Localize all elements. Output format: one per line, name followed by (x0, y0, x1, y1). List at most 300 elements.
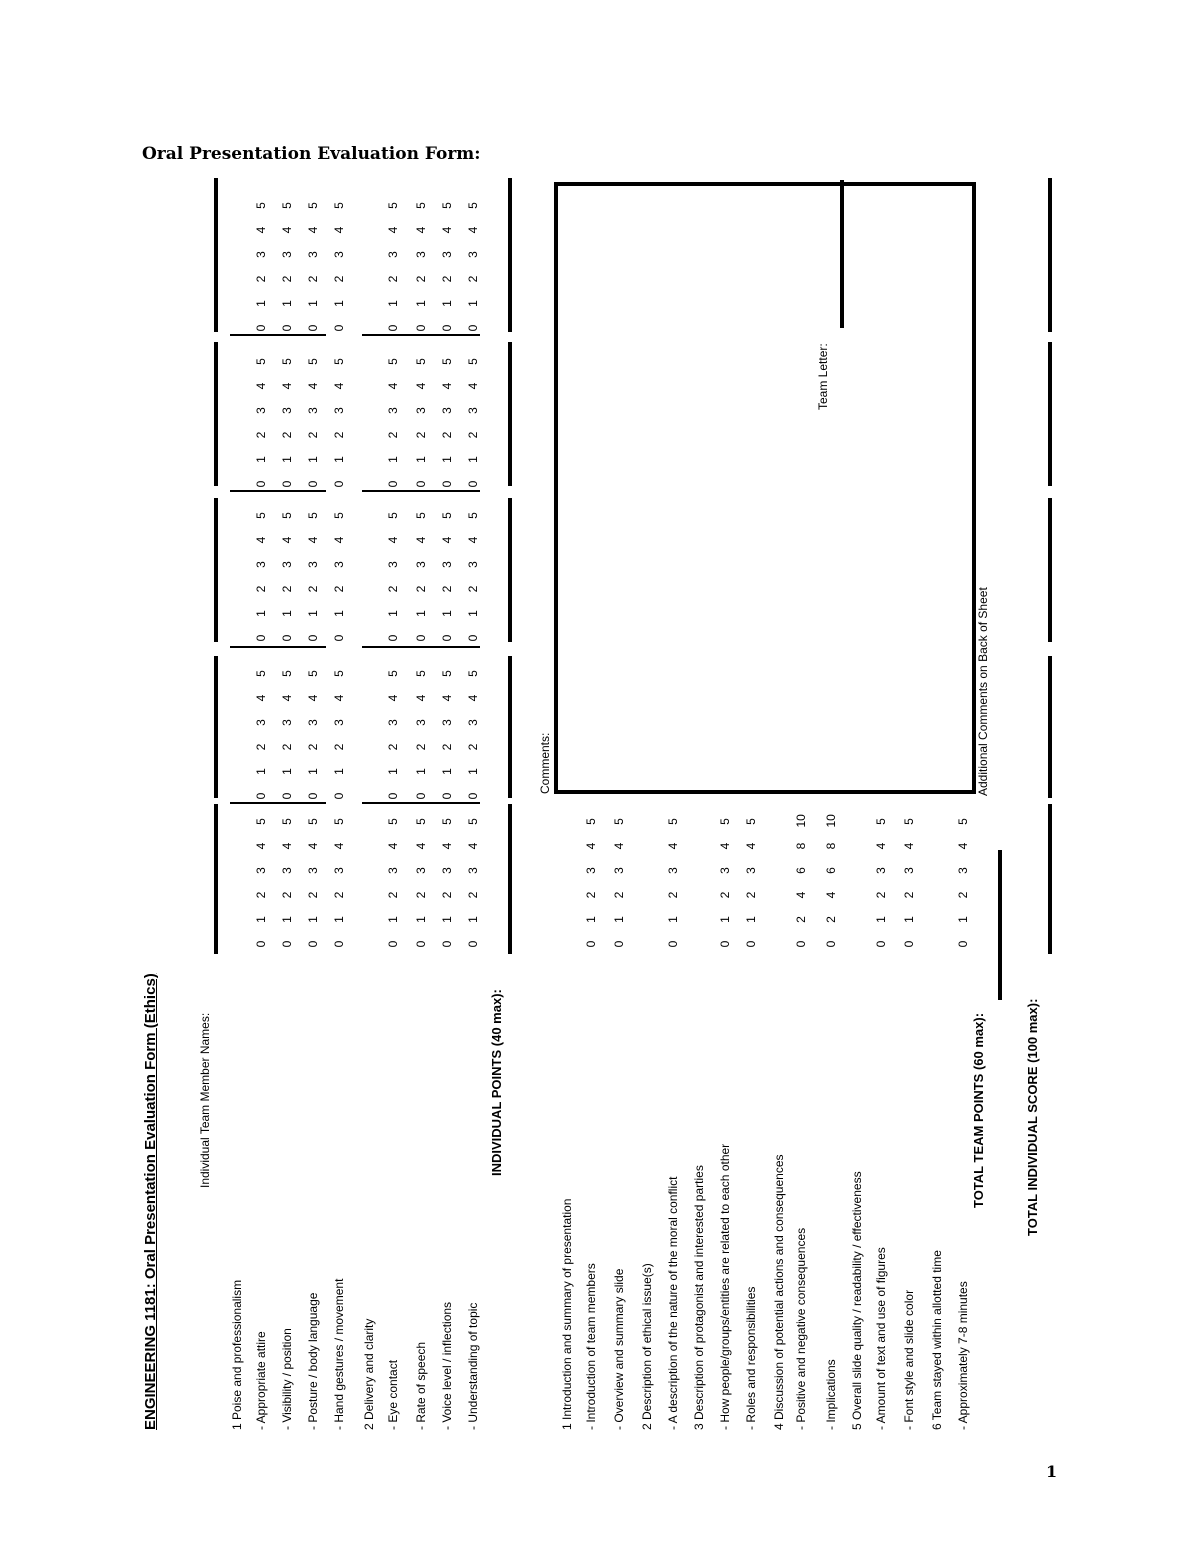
individual-criterion-scale-value[interactable]: 0 (332, 940, 346, 948)
individual-criterion-scale-value[interactable]: 1 (386, 916, 400, 923)
individual-criterion-scale-value[interactable]: 1 (332, 916, 346, 923)
member-4-scale-value[interactable]: 4 (386, 382, 400, 390)
team-criterion-scale-value[interactable]: 2 (956, 891, 970, 899)
member-4-scale-value[interactable]: 5 (466, 358, 480, 365)
member-2-scale-value[interactable]: 5 (414, 670, 428, 677)
member-3-scale-value[interactable]: 2 (280, 585, 294, 593)
member-4-scale-value[interactable]: 0 (440, 480, 454, 488)
individual-criterion-scale-value[interactable]: 1 (466, 916, 480, 923)
member-5-scale-value[interactable]: 4 (466, 226, 480, 234)
member-5-scale-value[interactable]: 1 (414, 300, 428, 307)
member-4-scale-value[interactable]: 3 (306, 407, 320, 414)
member-5-scale-value[interactable]: 3 (280, 251, 294, 258)
individual-criterion-scale-value[interactable]: 2 (254, 891, 268, 899)
member-5-scale-value[interactable]: 2 (332, 275, 346, 283)
member-4-scale-value[interactable]: 0 (466, 480, 480, 488)
member-5-scale-value[interactable]: 0 (280, 324, 294, 332)
member-5-scale-value[interactable]: 5 (254, 202, 268, 209)
team-criterion-scale-value[interactable]: 4 (794, 891, 808, 899)
member-2-scale-value[interactable]: 3 (386, 719, 400, 726)
member-4-scale-value[interactable]: 2 (306, 431, 320, 439)
member-5-scale-value[interactable]: 2 (440, 275, 454, 283)
member-5-scale-value[interactable]: 3 (414, 251, 428, 258)
individual-criterion-scale-value[interactable]: 5 (306, 818, 320, 825)
team-criterion-scale-value[interactable]: 3 (666, 867, 680, 874)
member-4-scale-value[interactable]: 3 (280, 407, 294, 414)
team-criterion-scale-value[interactable]: 6 (794, 867, 808, 874)
individual-criterion-scale-value[interactable]: 4 (386, 842, 400, 850)
member-3-scale-value[interactable]: 3 (306, 561, 320, 568)
team-criterion-scale-value[interactable]: 1 (612, 916, 626, 923)
individual-criterion-scale-value[interactable]: 0 (414, 940, 428, 948)
member-3-scale-value[interactable]: 5 (332, 512, 346, 519)
member-4-scale-value[interactable]: 2 (280, 431, 294, 439)
member-4-scale-value[interactable]: 1 (306, 456, 320, 463)
team-criterion-scale-value[interactable]: 2 (718, 891, 732, 899)
member-3-scale-value[interactable]: 0 (254, 634, 268, 642)
team-criterion-scale-value[interactable]: 2 (902, 891, 916, 899)
team-criterion-scale-value[interactable]: 4 (874, 842, 888, 850)
member-3-scale-value[interactable]: 0 (306, 634, 320, 642)
member-5-scale-value[interactable]: 2 (280, 275, 294, 283)
member-2-scale-value[interactable]: 2 (440, 743, 454, 751)
team-criterion-scale-value[interactable]: 1 (584, 916, 598, 923)
member-4-scale-value[interactable]: 4 (280, 382, 294, 390)
member-4-scale-value[interactable]: 4 (466, 382, 480, 390)
member-2-scale-value[interactable]: 2 (386, 743, 400, 751)
member-4-scale-value[interactable]: 4 (306, 382, 320, 390)
member-3-scale-value[interactable]: 3 (332, 561, 346, 568)
individual-criterion-scale-value[interactable]: 1 (414, 916, 428, 923)
team-criterion-scale-value[interactable]: 1 (718, 916, 732, 923)
member-5-scale-value[interactable]: 4 (254, 226, 268, 234)
member-2-scale-value[interactable]: 1 (440, 768, 454, 775)
individual-criterion-scale-value[interactable]: 1 (280, 916, 294, 923)
member-3-scale-value[interactable]: 4 (414, 536, 428, 544)
individual-criterion-scale-value[interactable]: 3 (440, 867, 454, 874)
team-criterion-scale-value[interactable]: 2 (824, 916, 838, 923)
member-2-scale-value[interactable]: 3 (254, 719, 268, 726)
member-5-scale-value[interactable]: 4 (280, 226, 294, 234)
team-criterion-scale-value[interactable]: 4 (956, 842, 970, 850)
individual-criterion-scale-value[interactable]: 4 (280, 842, 294, 850)
member-2-scale-value[interactable]: 0 (332, 792, 346, 800)
member-3-scale-value[interactable]: 0 (386, 634, 400, 642)
member-4-scale-value[interactable]: 3 (440, 407, 454, 414)
team-criterion-scale-value[interactable]: 3 (718, 867, 732, 874)
team-criterion-scale-value[interactable]: 3 (874, 867, 888, 874)
member-5-scale-value[interactable]: 3 (332, 251, 346, 258)
individual-criterion-scale-value[interactable]: 0 (254, 940, 268, 948)
member-2-scale-value[interactable]: 5 (306, 670, 320, 677)
member-3-scale-value[interactable]: 0 (414, 634, 428, 642)
individual-criterion-scale-value[interactable]: 4 (440, 842, 454, 850)
team-criterion-scale-value[interactable]: 5 (744, 818, 758, 825)
team-criterion-scale-value[interactable]: 5 (584, 818, 598, 825)
individual-criterion-scale-value[interactable]: 2 (332, 891, 346, 899)
member-2-scale-value[interactable]: 5 (280, 670, 294, 677)
member-5-scale-value[interactable]: 0 (414, 324, 428, 332)
member-5-scale-value[interactable]: 5 (414, 202, 428, 209)
member-4-scale-value[interactable]: 3 (466, 407, 480, 414)
member-4-scale-value[interactable]: 2 (440, 431, 454, 439)
member-4-scale-value[interactable]: 1 (466, 456, 480, 463)
member-5-scale-value[interactable]: 0 (466, 324, 480, 332)
team-criterion-scale-value[interactable]: 1 (874, 916, 888, 923)
individual-criterion-scale-value[interactable]: 4 (254, 842, 268, 850)
team-criterion-scale-value[interactable]: 5 (666, 818, 680, 825)
individual-criterion-scale-value[interactable]: 3 (386, 867, 400, 874)
member-3-scale-value[interactable]: 5 (386, 512, 400, 519)
member-4-scale-value[interactable]: 2 (386, 431, 400, 439)
member-4-scale-value[interactable]: 2 (254, 431, 268, 439)
team-criterion-scale-value[interactable]: 4 (718, 842, 732, 850)
member-3-scale-value[interactable]: 5 (466, 512, 480, 519)
team-criterion-scale-value[interactable]: 4 (902, 842, 916, 850)
member-5-scale-value[interactable]: 1 (306, 300, 320, 307)
member-2-scale-value[interactable]: 1 (466, 768, 480, 775)
member-4-scale-value[interactable]: 1 (414, 456, 428, 463)
member-5-scale-value[interactable]: 2 (414, 275, 428, 283)
member-5-scale-value[interactable]: 2 (466, 275, 480, 283)
member-3-scale-value[interactable]: 2 (332, 585, 346, 593)
member-3-scale-value[interactable]: 5 (280, 512, 294, 519)
member-5-scale-value[interactable]: 4 (306, 226, 320, 234)
member-5-scale-value[interactable]: 3 (440, 251, 454, 258)
individual-criterion-scale-value[interactable]: 4 (466, 842, 480, 850)
member-2-scale-value[interactable]: 0 (440, 792, 454, 800)
member-2-scale-value[interactable]: 1 (386, 768, 400, 775)
individual-criterion-scale-value[interactable]: 2 (280, 891, 294, 899)
member-2-scale-value[interactable]: 5 (254, 670, 268, 677)
member-4-scale-value[interactable]: 5 (280, 358, 294, 365)
team-criterion-scale-value[interactable]: 3 (612, 867, 626, 874)
member-2-scale-value[interactable]: 5 (332, 670, 346, 677)
team-criterion-scale-value[interactable]: 5 (612, 818, 626, 825)
team-criterion-scale-value[interactable]: 0 (874, 940, 888, 948)
member-2-scale-value[interactable]: 1 (332, 768, 346, 775)
individual-criterion-scale-value[interactable]: 2 (466, 891, 480, 899)
member-2-scale-value[interactable]: 5 (386, 670, 400, 677)
member-4-scale-value[interactable]: 1 (386, 456, 400, 463)
individual-criterion-scale-value[interactable]: 0 (306, 940, 320, 948)
member-4-scale-value[interactable]: 2 (414, 431, 428, 439)
member-3-scale-value[interactable]: 1 (414, 610, 428, 617)
team-criterion-scale-value[interactable]: 1 (744, 916, 758, 923)
member-4-scale-value[interactable]: 0 (306, 480, 320, 488)
member-5-scale-value[interactable]: 4 (332, 226, 346, 234)
member-2-scale-value[interactable]: 4 (440, 694, 454, 702)
member-2-scale-value[interactable]: 0 (280, 792, 294, 800)
member-2-scale-value[interactable]: 5 (440, 670, 454, 677)
member-4-scale-value[interactable]: 0 (414, 480, 428, 488)
member-4-scale-value[interactable]: 4 (414, 382, 428, 390)
member-2-scale-value[interactable]: 4 (414, 694, 428, 702)
member-2-scale-value[interactable]: 2 (414, 743, 428, 751)
member-3-scale-value[interactable]: 4 (306, 536, 320, 544)
member-5-scale-value[interactable]: 1 (280, 300, 294, 307)
member-3-scale-value[interactable]: 2 (440, 585, 454, 593)
member-4-scale-value[interactable]: 2 (332, 431, 346, 439)
member-4-scale-value[interactable]: 1 (280, 456, 294, 463)
individual-criterion-scale-value[interactable]: 4 (332, 842, 346, 850)
team-criterion-scale-value[interactable]: 2 (584, 891, 598, 899)
member-2-scale-value[interactable]: 2 (254, 743, 268, 751)
member-4-scale-value[interactable]: 0 (254, 480, 268, 488)
member-5-scale-value[interactable]: 1 (466, 300, 480, 307)
member-5-scale-value[interactable]: 2 (254, 275, 268, 283)
member-2-scale-value[interactable]: 4 (254, 694, 268, 702)
member-3-scale-value[interactable]: 0 (332, 634, 346, 642)
member-3-scale-value[interactable]: 4 (386, 536, 400, 544)
member-2-scale-value[interactable]: 0 (466, 792, 480, 800)
member-2-scale-value[interactable]: 0 (306, 792, 320, 800)
member-4-scale-value[interactable]: 5 (332, 358, 346, 365)
team-criterion-scale-value[interactable]: 4 (584, 842, 598, 850)
member-4-scale-value[interactable]: 4 (332, 382, 346, 390)
member-4-scale-value[interactable]: 5 (414, 358, 428, 365)
member-3-scale-value[interactable]: 4 (254, 536, 268, 544)
team-criterion-scale-value[interactable]: 0 (824, 940, 838, 948)
member-4-scale-value[interactable]: 4 (254, 382, 268, 390)
individual-criterion-scale-value[interactable]: 3 (414, 867, 428, 874)
member-3-scale-value[interactable]: 1 (306, 610, 320, 617)
individual-criterion-scale-value[interactable]: 0 (466, 940, 480, 948)
member-5-scale-value[interactable]: 5 (386, 202, 400, 209)
member-3-scale-value[interactable]: 4 (280, 536, 294, 544)
team-criterion-scale-value[interactable]: 1 (666, 916, 680, 923)
team-criterion-scale-value[interactable]: 8 (794, 842, 808, 850)
team-criterion-scale-value[interactable]: 2 (794, 916, 808, 923)
member-3-scale-value[interactable]: 0 (466, 634, 480, 642)
member-5-scale-value[interactable]: 0 (306, 324, 320, 332)
member-2-scale-value[interactable]: 4 (280, 694, 294, 702)
individual-criterion-scale-value[interactable]: 5 (440, 818, 454, 825)
member-3-scale-value[interactable]: 5 (306, 512, 320, 519)
member-2-scale-value[interactable]: 2 (466, 743, 480, 751)
member-4-scale-value[interactable]: 1 (332, 456, 346, 463)
member-4-scale-value[interactable]: 5 (386, 358, 400, 365)
member-3-scale-value[interactable]: 3 (414, 561, 428, 568)
team-criterion-scale-value[interactable]: 1 (902, 916, 916, 923)
team-criterion-scale-value[interactable]: 0 (744, 940, 758, 948)
team-criterion-scale-value[interactable]: 2 (874, 891, 888, 899)
member-4-scale-value[interactable]: 1 (440, 456, 454, 463)
team-criterion-scale-value[interactable]: 10 (824, 814, 838, 828)
member-3-scale-value[interactable]: 5 (414, 512, 428, 519)
member-3-scale-value[interactable]: 0 (280, 634, 294, 642)
team-criterion-scale-value[interactable]: 0 (612, 940, 626, 948)
team-criterion-scale-value[interactable]: 6 (824, 867, 838, 874)
member-5-scale-value[interactable]: 1 (440, 300, 454, 307)
member-5-scale-value[interactable]: 2 (306, 275, 320, 283)
member-5-scale-value[interactable]: 1 (254, 300, 268, 307)
member-2-scale-value[interactable]: 3 (414, 719, 428, 726)
individual-criterion-scale-value[interactable]: 2 (414, 891, 428, 899)
member-3-scale-value[interactable]: 4 (466, 536, 480, 544)
member-3-scale-value[interactable]: 5 (254, 512, 268, 519)
team-criterion-scale-value[interactable]: 2 (666, 891, 680, 899)
member-3-scale-value[interactable]: 1 (280, 610, 294, 617)
member-2-scale-value[interactable]: 3 (332, 719, 346, 726)
team-criterion-scale-value[interactable]: 0 (666, 940, 680, 948)
individual-criterion-scale-value[interactable]: 2 (306, 891, 320, 899)
member-2-scale-value[interactable]: 3 (280, 719, 294, 726)
member-4-scale-value[interactable]: 0 (280, 480, 294, 488)
member-4-scale-value[interactable]: 1 (254, 456, 268, 463)
member-3-scale-value[interactable]: 3 (440, 561, 454, 568)
member-2-scale-value[interactable]: 4 (466, 694, 480, 702)
team-criterion-scale-value[interactable]: 8 (824, 842, 838, 850)
team-criterion-scale-value[interactable]: 4 (824, 891, 838, 899)
member-2-scale-value[interactable]: 0 (386, 792, 400, 800)
individual-criterion-scale-value[interactable]: 3 (332, 867, 346, 874)
member-2-scale-value[interactable]: 1 (414, 768, 428, 775)
member-5-scale-value[interactable]: 5 (440, 202, 454, 209)
member-3-scale-value[interactable]: 3 (466, 561, 480, 568)
team-criterion-scale-value[interactable]: 3 (744, 867, 758, 874)
member-5-scale-value[interactable]: 5 (306, 202, 320, 209)
member-5-scale-value[interactable]: 0 (254, 324, 268, 332)
member-5-scale-value[interactable]: 4 (414, 226, 428, 234)
member-4-scale-value[interactable]: 3 (386, 407, 400, 414)
individual-criterion-scale-value[interactable]: 3 (254, 867, 268, 874)
individual-criterion-scale-value[interactable]: 3 (466, 867, 480, 874)
member-2-scale-value[interactable]: 1 (306, 768, 320, 775)
member-2-scale-value[interactable]: 3 (306, 719, 320, 726)
member-2-scale-value[interactable]: 3 (440, 719, 454, 726)
member-4-scale-value[interactable]: 3 (254, 407, 268, 414)
member-2-scale-value[interactable]: 0 (414, 792, 428, 800)
individual-criterion-scale-value[interactable]: 5 (414, 818, 428, 825)
member-5-scale-value[interactable]: 1 (332, 300, 346, 307)
comments-box[interactable] (554, 182, 976, 794)
member-5-scale-value[interactable]: 0 (440, 324, 454, 332)
team-criterion-scale-value[interactable]: 10 (794, 814, 808, 828)
member-2-scale-value[interactable]: 4 (332, 694, 346, 702)
member-4-scale-value[interactable]: 5 (254, 358, 268, 365)
team-criterion-scale-value[interactable]: 1 (956, 916, 970, 923)
team-criterion-scale-value[interactable]: 4 (744, 842, 758, 850)
member-3-scale-value[interactable]: 1 (332, 610, 346, 617)
member-2-scale-value[interactable]: 5 (466, 670, 480, 677)
member-3-scale-value[interactable]: 2 (254, 585, 268, 593)
member-5-scale-value[interactable]: 5 (332, 202, 346, 209)
member-4-scale-value[interactable]: 0 (386, 480, 400, 488)
member-4-scale-value[interactable]: 0 (332, 480, 346, 488)
member-3-scale-value[interactable]: 5 (440, 512, 454, 519)
team-criterion-scale-value[interactable]: 5 (874, 818, 888, 825)
individual-criterion-scale-value[interactable]: 1 (306, 916, 320, 923)
individual-criterion-scale-value[interactable]: 5 (386, 818, 400, 825)
member-4-scale-value[interactable]: 5 (440, 358, 454, 365)
individual-criterion-scale-value[interactable]: 5 (332, 818, 346, 825)
member-3-scale-value[interactable]: 1 (466, 610, 480, 617)
member-3-scale-value[interactable]: 2 (306, 585, 320, 593)
team-criterion-scale-value[interactable]: 0 (584, 940, 598, 948)
individual-criterion-scale-value[interactable]: 2 (440, 891, 454, 899)
individual-criterion-scale-value[interactable]: 5 (280, 818, 294, 825)
team-criterion-scale-value[interactable]: 4 (612, 842, 626, 850)
individual-criterion-scale-value[interactable]: 0 (440, 940, 454, 948)
member-5-scale-value[interactable]: 3 (306, 251, 320, 258)
member-5-scale-value[interactable]: 4 (440, 226, 454, 234)
member-3-scale-value[interactable]: 1 (254, 610, 268, 617)
member-5-scale-value[interactable]: 3 (386, 251, 400, 258)
member-5-scale-value[interactable]: 1 (386, 300, 400, 307)
member-2-scale-value[interactable]: 1 (280, 768, 294, 775)
member-3-scale-value[interactable]: 3 (386, 561, 400, 568)
member-3-scale-value[interactable]: 1 (440, 610, 454, 617)
team-criterion-scale-value[interactable]: 4 (666, 842, 680, 850)
member-5-scale-value[interactable]: 5 (280, 202, 294, 209)
team-criterion-scale-value[interactable]: 5 (718, 818, 732, 825)
individual-criterion-scale-value[interactable]: 0 (280, 940, 294, 948)
member-3-scale-value[interactable]: 2 (414, 585, 428, 593)
member-5-scale-value[interactable]: 0 (332, 324, 346, 332)
individual-criterion-scale-value[interactable]: 1 (254, 916, 268, 923)
individual-criterion-scale-value[interactable]: 3 (306, 867, 320, 874)
individual-criterion-scale-value[interactable]: 0 (386, 940, 400, 948)
team-criterion-scale-value[interactable]: 2 (612, 891, 626, 899)
member-2-scale-value[interactable]: 2 (306, 743, 320, 751)
member-2-scale-value[interactable]: 4 (386, 694, 400, 702)
member-4-scale-value[interactable]: 5 (306, 358, 320, 365)
team-criterion-scale-value[interactable]: 0 (718, 940, 732, 948)
member-4-scale-value[interactable]: 3 (332, 407, 346, 414)
team-criterion-scale-value[interactable]: 3 (584, 867, 598, 874)
member-5-scale-value[interactable]: 4 (386, 226, 400, 234)
member-3-scale-value[interactable]: 4 (332, 536, 346, 544)
individual-criterion-scale-value[interactable]: 4 (306, 842, 320, 850)
individual-criterion-scale-value[interactable]: 5 (254, 818, 268, 825)
member-3-scale-value[interactable]: 3 (280, 561, 294, 568)
member-2-scale-value[interactable]: 3 (466, 719, 480, 726)
member-3-scale-value[interactable]: 1 (386, 610, 400, 617)
team-criterion-scale-value[interactable]: 5 (902, 818, 916, 825)
member-5-scale-value[interactable]: 3 (466, 251, 480, 258)
member-2-scale-value[interactable]: 2 (332, 743, 346, 751)
member-4-scale-value[interactable]: 3 (414, 407, 428, 414)
member-5-scale-value[interactable]: 2 (386, 275, 400, 283)
member-3-scale-value[interactable]: 3 (254, 561, 268, 568)
member-3-scale-value[interactable]: 2 (466, 585, 480, 593)
individual-criterion-scale-value[interactable]: 5 (466, 818, 480, 825)
member-4-scale-value[interactable]: 4 (440, 382, 454, 390)
member-3-scale-value[interactable]: 2 (386, 585, 400, 593)
member-3-scale-value[interactable]: 4 (440, 536, 454, 544)
member-2-scale-value[interactable]: 4 (306, 694, 320, 702)
individual-criterion-scale-value[interactable]: 2 (386, 891, 400, 899)
individual-criterion-scale-value[interactable]: 1 (440, 916, 454, 923)
member-5-scale-value[interactable]: 5 (466, 202, 480, 209)
member-2-scale-value[interactable]: 0 (254, 792, 268, 800)
member-5-scale-value[interactable]: 0 (386, 324, 400, 332)
member-5-scale-value[interactable]: 3 (254, 251, 268, 258)
team-criterion-scale-value[interactable]: 0 (794, 940, 808, 948)
member-2-scale-value[interactable]: 2 (280, 743, 294, 751)
team-criterion-scale-value[interactable]: 3 (956, 867, 970, 874)
team-criterion-scale-value[interactable]: 3 (902, 867, 916, 874)
member-3-scale-value[interactable]: 0 (440, 634, 454, 642)
team-criterion-scale-value[interactable]: 0 (902, 940, 916, 948)
team-criterion-scale-value[interactable]: 5 (956, 818, 970, 825)
team-criterion-scale-value[interactable]: 0 (956, 940, 970, 948)
individual-criterion-scale-value[interactable]: 4 (414, 842, 428, 850)
individual-criterion-scale-value[interactable]: 3 (280, 867, 294, 874)
member-2-scale-value[interactable]: 1 (254, 768, 268, 775)
team-criterion-scale-value[interactable]: 2 (744, 891, 758, 899)
